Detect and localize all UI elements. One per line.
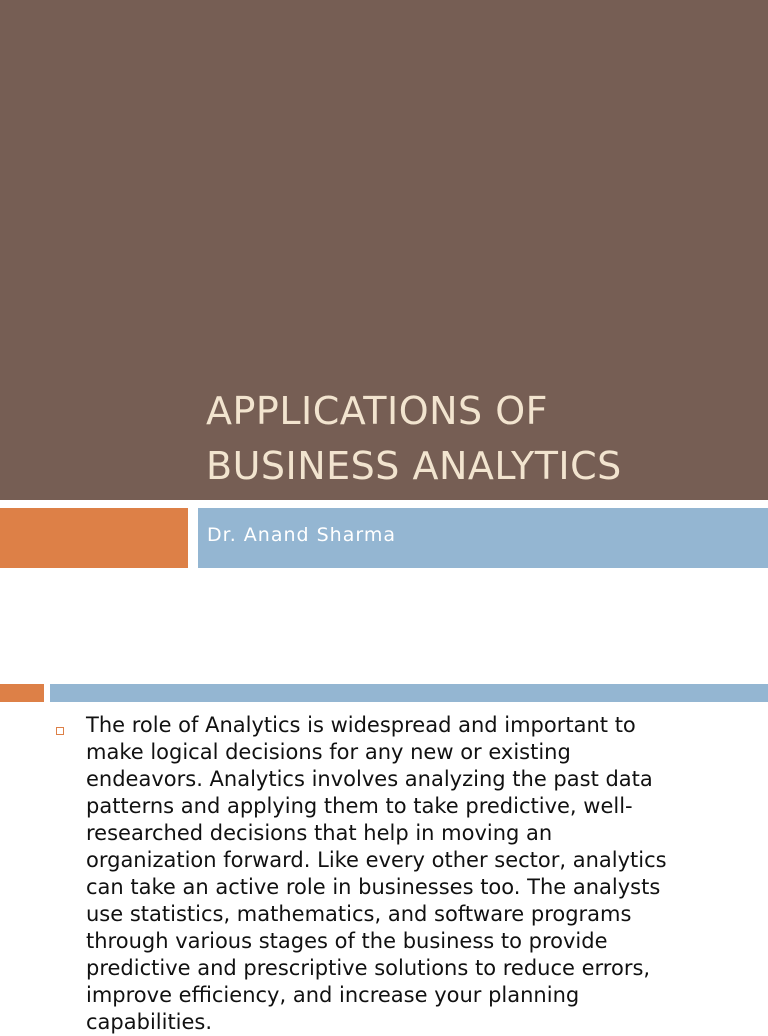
bullet-line: The role of Analytics is widespread and important to (86, 713, 636, 737)
blue-header-bar (50, 684, 768, 702)
title-background (0, 0, 768, 500)
bullet-paragraph (86, 712, 726, 1036)
square-bullet-icon (56, 727, 64, 735)
bullet-line: organization forward. Like every other sector, analytics (86, 848, 667, 872)
orange-accent-bar-small (0, 684, 44, 702)
slide-title (206, 384, 746, 494)
orange-accent-bar (0, 508, 188, 568)
bullet-line: predictive and prescriptive solutions to reduce errors, (86, 956, 651, 980)
bullet-line: researched decisions that help in moving an (86, 821, 553, 845)
bullet-line: make logical decisions for any new or existing (86, 740, 571, 764)
bullet-line: through various stages of the business to provide (86, 929, 608, 953)
bullet-line: patterns and applying them to take predictive, well- (86, 794, 633, 818)
bullet-line: improve efficiency, and increase your planning (86, 983, 580, 1007)
slide-title-line-1: APPLICATIONS OF (206, 389, 549, 433)
author-subtitle: Dr. Anand Sharma (207, 524, 396, 546)
bullet-line: use statistics, mathematics, and software programs (86, 902, 632, 926)
bullet-line: endeavors. Analytics involves analyzing the past data (86, 767, 653, 791)
slide-title-line-2: BUSINESS ANALYTICS (206, 444, 622, 488)
bullet-line: can take an active role in businesses too. The analysts (86, 875, 661, 899)
bullet-line: capabilities. (86, 1010, 213, 1034)
